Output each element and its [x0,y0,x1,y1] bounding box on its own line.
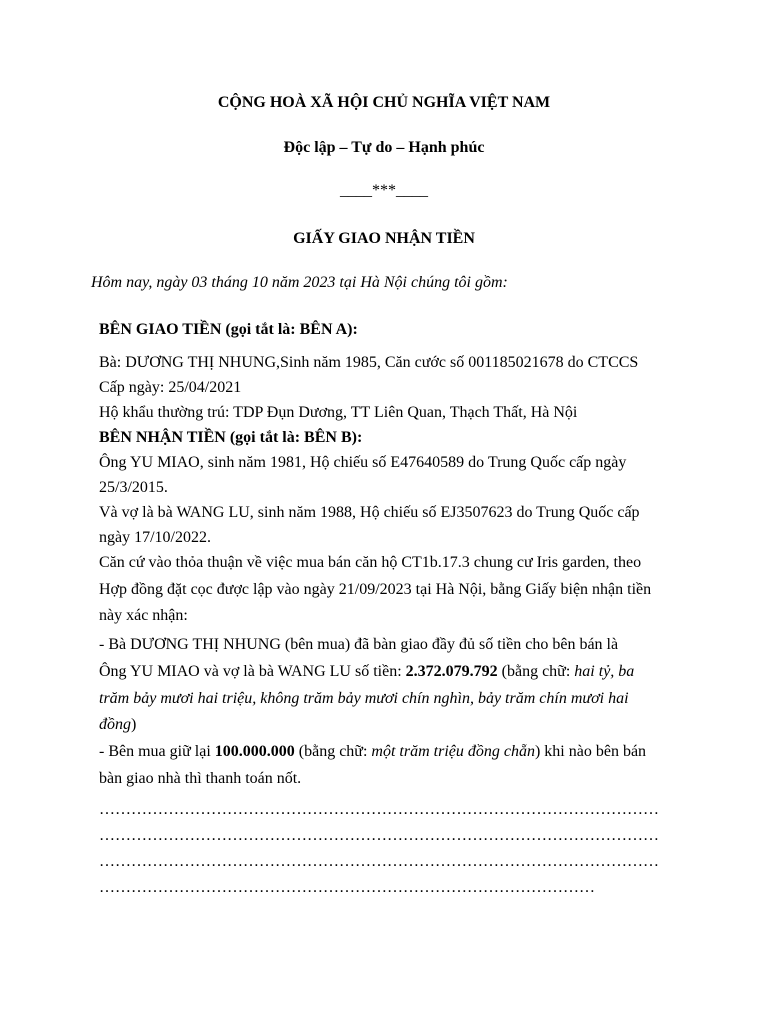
clause-1-mid: (bằng chữ: [497,663,575,680]
country-header: CỘNG HOÀ XÃ HỘI CHỦ NGHĨA VIỆT NAM [217,94,551,111]
party-b-line-4: ngày 17/10/2022. [99,529,211,546]
clause-1-line-2 [99,662,634,682]
party-b-line-1: Ông YU MIAO, sinh năm 1981, Hộ chiếu số E47640589 do Trung Quốc cấp ngày [99,454,627,471]
clause-2-mid: (bằng chữ: [294,743,372,760]
clause-1-pre: Ông YU MIAO và vợ là bà WANG LU số tiền: [99,663,406,680]
document-title: GIẤY GIAO NHẬN TIỀN [293,230,475,247]
party-b-line-3: Và vợ là bà WANG LU, sinh năm 1988, Hộ chiếu số EJ3507623 do Trung Quốc cấp [99,504,640,521]
dotted-line-4: ………………………………………………………………………………… [99,879,595,896]
party-b-heading: BÊN NHẬN TIỀN (gọi tắt là: BÊN B): [99,429,363,446]
basis-line-3: này xác nhận: [99,607,188,624]
clause-1-line-3: trăm bảy mươi hai triệu, không trăm bảy mươi chín nghìn, bảy trăm chín mươi hai [99,690,629,707]
dotted-line-1: …………………………………………………………………………………………… [99,801,659,818]
clause-1-line-4 [99,715,136,735]
dotted-line-2: …………………………………………………………………………………………… [99,827,659,844]
motto: Độc lập – Tự do – Hạnh phúc [283,139,485,156]
clause-1-amount: 2.372.079.792 [405,663,498,680]
party-a-line-3: Hộ khẩu thường trú: TDP Đụn Dương, TT Liên Quan, Thạch Thất, Hà Nội [99,404,578,421]
separator: ____***____ [340,182,428,199]
clause-1-words-1: hai tỷ, ba [574,663,635,680]
party-a-line-1: Bà: DƯƠNG THỊ NHUNG,Sinh năm 1985, Căn cước số 001185021678 do CTCCS [99,354,639,371]
clause-2-line-2: bàn giao nhà thì thanh toán nốt. [99,770,302,787]
clause-2-line-1 [99,742,646,762]
clause-1-words-3: đồng [99,716,131,733]
clause-2-words: một trăm triệu đồng chẵn [371,743,535,760]
dotted-line-3: …………………………………………………………………………………………… [99,853,659,870]
clause-2-pre: - Bên mua giữ lại [99,743,215,760]
basis-line-2: Hợp đồng đặt cọc được lập vào ngày 21/09/2023 tại Hà Nội, bằng Giấy biện nhận tiền [99,581,652,598]
intro-line: Hôm nay, ngày 03 tháng 10 năm 2023 tại Hà Nội chúng tôi gồm: [91,274,508,291]
clause-2-amount: 100.000.000 [214,743,295,760]
clause-1-close: ) [131,716,137,733]
basis-line-1: Căn cứ vào thỏa thuận về việc mua bán căn hộ CT1b.17.3 chung cư Iris garden, theo [99,554,642,571]
clause-1-line-1: - Bà DƯƠNG THỊ NHUNG (bên mua) đã bàn giao đầy đủ số tiền cho bên bán là [99,636,619,653]
party-a-line-2: Cấp ngày: 25/04/2021 [99,379,242,396]
party-a-heading: BÊN GIAO TIỀN (gọi tắt là: BÊN A): [99,321,358,338]
party-b-line-2: 25/3/2015. [99,479,168,496]
clause-2-post: ) khi nào bên bán [534,743,647,760]
